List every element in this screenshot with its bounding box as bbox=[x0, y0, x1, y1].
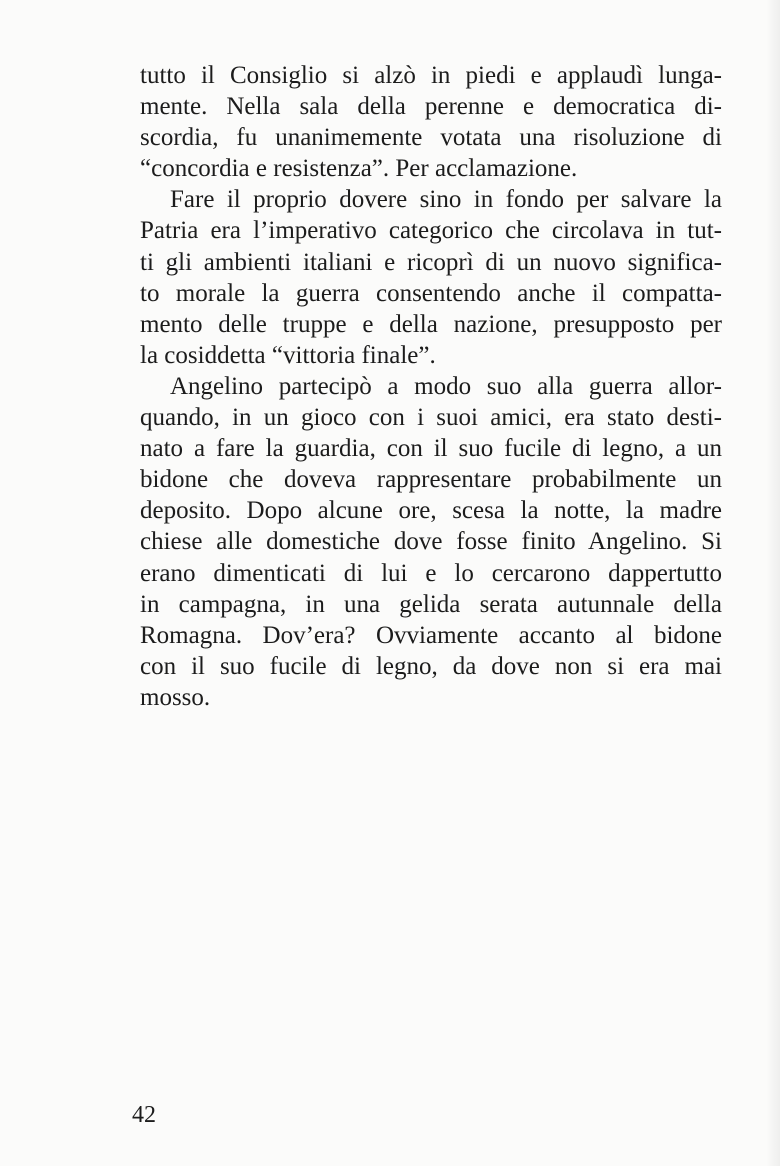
text-line: ti gli ambienti italiani e ricoprì di un nuovo significa- bbox=[140, 248, 722, 276]
text-line: la cosiddetta “vittoria finale”. bbox=[140, 341, 436, 369]
text-line: Patria era l’imperativo categorico che circolava in tut- bbox=[140, 217, 722, 245]
page-edge-shadow bbox=[766, 0, 780, 1166]
text-line: mente. Nella sala della perenne e democratica di- bbox=[140, 93, 722, 121]
text-line: nato a fare la guardia, con il suo fucile di legno, a un bbox=[140, 435, 722, 463]
paragraph-1 bbox=[140, 60, 722, 184]
paragraph-2 bbox=[140, 184, 722, 371]
text-line: deposito. Dopo alcune ore, scesa la notte, la madre bbox=[140, 497, 722, 525]
text-line: mento delle truppe e della nazione, presupposto per bbox=[140, 310, 722, 338]
text-line: Fare il proprio dovere sino in fondo per salvare la bbox=[170, 186, 722, 214]
body-text bbox=[140, 60, 722, 713]
text-line: quando, in un gioco con i suoi amici, era stato desti- bbox=[140, 404, 722, 432]
text-line: in campagna, in una gelida serata autunnale della bbox=[140, 590, 722, 618]
text-line: scordia, fu unanimemente votata una risoluzione di bbox=[140, 124, 722, 152]
text-line: con il suo fucile di legno, da dove non si era mai bbox=[140, 652, 722, 680]
text-line: bidone che doveva rappresentare probabilmente un bbox=[140, 466, 722, 494]
text-line: to morale la guerra consentendo anche il compatta- bbox=[140, 279, 722, 307]
text-line: chiese alle domestiche dove fosse finito Angelino. Si bbox=[140, 528, 722, 556]
text-line: erano dimenticati di lui e lo cercarono dappertutto bbox=[140, 559, 722, 587]
paragraph-3 bbox=[140, 371, 722, 713]
text-line: tutto il Consiglio si alzò in piedi e applaudì lunga- bbox=[140, 62, 722, 89]
text-line: Angelino partecipò a modo suo alla guerra allor- bbox=[170, 372, 722, 400]
text-line: “concordia e resistenza”. Per acclamazione. bbox=[140, 155, 578, 183]
text-line: Romagna. Dov’era? Ovviamente accanto al bidone bbox=[140, 621, 722, 649]
text-line: mosso. bbox=[140, 683, 211, 711]
page-number: 42 bbox=[132, 1102, 156, 1128]
